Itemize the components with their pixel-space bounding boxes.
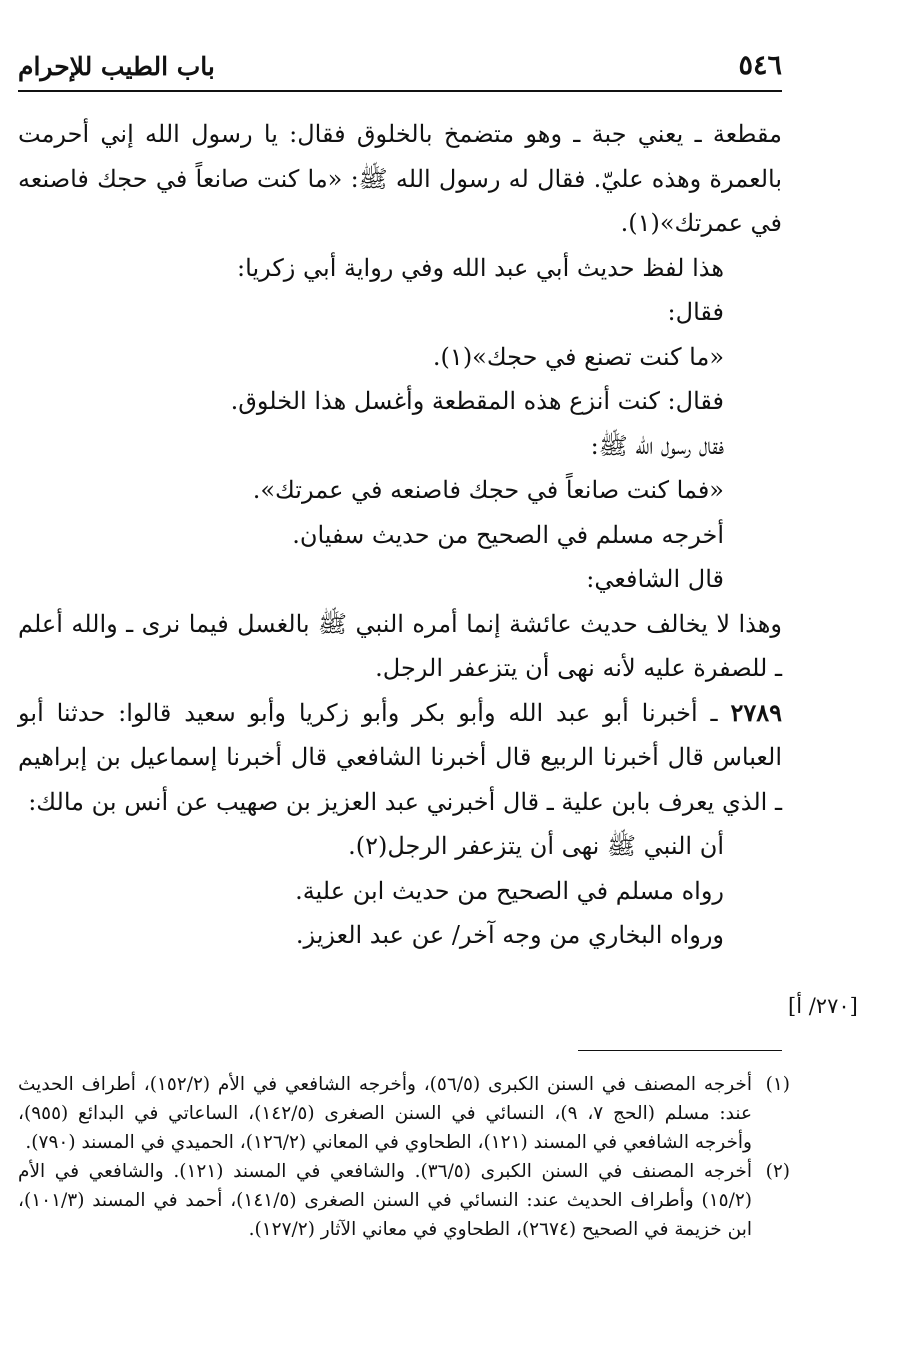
paragraph-commentary: وهذا لا يخالف حديث عائشة إنما أمره النبي ﷺ بالغسل فيما نرى ـ والله أعلم ـ للصفرة عليه لأنه نهى أن يتزعفر الرجل. xyxy=(18,609,782,682)
paragraph-narration-note: هذا لفظ حديث أبي عبد الله وفي رواية أبي زكريا: xyxy=(237,253,724,282)
paragraph-continuation: مقطعة ـ يعني جبة ـ وهو متضمخ بالخلوق فقال: يا رسول الله إني أحرمت بالعمرة وهذه عليّ. فقال له رسول الله ﷺ: «ما كنت صانعاً في حجك فاصنعه في عمرتك»(١). xyxy=(18,120,782,237)
paragraph-fa-qal: فقال: xyxy=(667,298,724,326)
page-number: ٥٤٦ xyxy=(738,50,782,81)
paragraph-muslim-ref: رواه مسلم في الصحيح من حديث ابن علية. xyxy=(295,876,724,905)
footnote-separator xyxy=(578,1050,782,1051)
footnote-marker: (٢) xyxy=(765,1161,790,1182)
paragraph-matn: أن النبي ﷺ نهى أن يتزعفر الرجل(٢). xyxy=(348,832,724,860)
footnote-marker: (١) xyxy=(765,1074,790,1095)
main-text xyxy=(18,112,782,958)
manuscript-folio-marker: [٢٧٠/ أ] xyxy=(788,994,858,1018)
paragraph-quote: «ما كنت تصنع في حجك»(١). xyxy=(432,342,724,371)
footnote xyxy=(18,1070,790,1157)
paragraph-hadith-2789 xyxy=(18,691,782,825)
paragraph-reply: فقال: كنت أنزع هذه المقطعة وأغسل هذا الخلوق. xyxy=(230,387,724,415)
paragraph-prophet-said: فقال رسول الله ﷺ: xyxy=(590,431,724,460)
hadith-number: ٢٧٨٩ xyxy=(730,697,782,727)
paragraph-shafii-said: قال الشافعي: xyxy=(586,565,724,593)
footnote xyxy=(18,1157,790,1244)
paragraph-takhrij: أخرجه مسلم في الصحيح من حديث سفيان. xyxy=(292,520,724,549)
running-title: باب الطيب للإحرام xyxy=(18,52,215,81)
paragraph-quote-2: «فما كنت صانعاً في حجك فاصنعه في عمرتك». xyxy=(252,476,724,504)
paragraph-bukhari-ref: ورواه البخاري من وجه آخر/ عن عبد العزيز. xyxy=(295,921,724,949)
footnotes xyxy=(18,1070,790,1244)
hadith-isnad: ـ أخبرنا أبو عبد الله وأبو بكر وأبو زكريا وأبو سعيد قالوا: حدثنا أبو العباس قال أخبرنا الربيع قال أخبرنا الشافعي قال أخبرنا إسماعيل بن إبراهيم ـ الذي يعرف بابن علية ـ قال أخبرني عبد العزيز بن صهيب عن أنس بن مالك: xyxy=(18,698,782,816)
footnote-text: أخرجه المصنف في السنن الكبرى (٥٦/٥)، وأخرجه الشافعي في الأم (١٥٢/٢)، أطراف الحديث عند: مسلم (الحج ٧، ٩)، النسائي في السنن الصغرى (١٤٢/٥)، الساعاتي في البدائع (٩٥٥)، وأخرجه الشافعي في المسند (١٢١)، الطحاوي في المعاني (١٢٦/٢)، الحميدي في المسند (٧٩٠). xyxy=(18,1074,752,1153)
page-header xyxy=(18,44,782,92)
footnote-text: أخرجه المصنف في السنن الكبرى (٣٦/٥). والشافعي في المسند (١٢١). والشافعي في الأم (١٥/٢) وأطراف الحديث عند: النسائي في السنن الصغرى (١٤١/٥)، أحمد في المسند (١٠١/٣)، ابن خزيمة في الصحيح (٢٦٧٤)، الطحاوي في معاني الآثار (١٢٧/٢). xyxy=(18,1161,752,1240)
